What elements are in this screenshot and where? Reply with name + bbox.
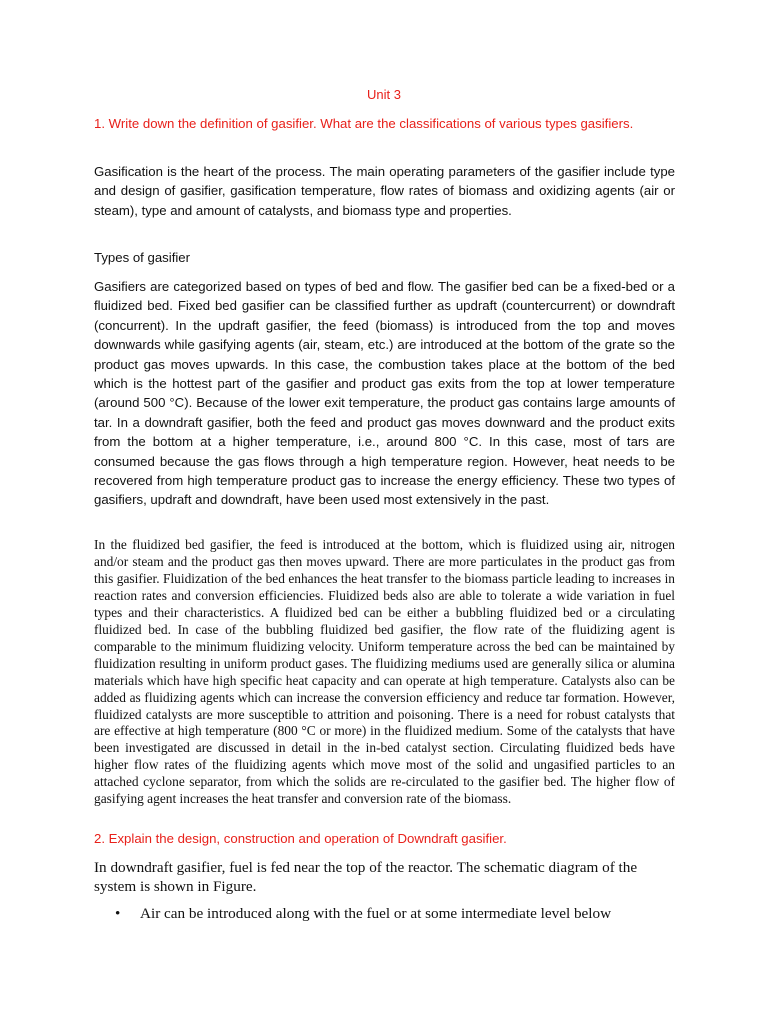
types-paragraph: Gasifiers are categorized based on types of bed and flow. The gasifier bed can be a fixed-bed or a fluidized bed. Fixed bed gasifier can be classified further as updraft (countercurrent) or downdraft (concurrent). In the updraft gasifier, the feed (biomass) is introduced from the top and moves downwards while gasifying agents (air, steam, etc.) are introduced at the bottom of the grate so the product gas moves upwards. In this case, the combustion takes place at the bottom of the bed which is the hottest part of the gasifier and product gas exits from the top at lower temperature (around 500 °C). Because of the lower exit temperature, the product gas contains large amounts of tar. In a downdraft gasifier, both the feed and product gas moves downward and the product exits from the bottom at a higher temperature, i.e., around 800 °C. In this case, most of tars are consumed because the gas flows through a high temperature region. However, heat needs to be recovered from high temperature product gas to increase the energy efficiency. These two types of gasifiers, updraft and downdraft, have been used most extensively in the past. <box>94 279 675 508</box>
bullet-text: Air can be introduced along with the fuel or at some intermediate level below <box>140 905 612 922</box>
unit-title: Unit 3 <box>367 87 401 102</box>
bullet-symbol: • <box>115 905 121 922</box>
downdraft-paragraph: In downdraft gasifier, fuel is fed near the top of the reactor. The schematic diagram of the system is shown in Figure. <box>94 859 638 895</box>
intro-paragraph: Gasification is the heart of the process. The main operating parameters of the gasifier include type and design of gasifier, gasification temperature, flow rates of biomass and oxidizing agents (air or steam), type and amount of catalysts, and biomass type and properties. <box>94 164 675 218</box>
question-1-heading: 1. Write down the definition of gasifier. What are the classifications of various types gasifiers. <box>94 116 634 131</box>
types-heading: Types of gasifier <box>94 250 191 265</box>
question-2-heading: 2. Explain the design, construction and operation of Downdraft gasifier. <box>94 831 507 846</box>
fluidized-bed-paragraph: In the fluidized bed gasifier, the feed is introduced at the bottom, which is fluidized using air, nitrogen and/or steam and the product gas then moves upward. There are more particulates in the product gas from this gasifier. Fluidization of the bed enhances the heat transfer to the biomass particle leading to increases in reaction rates and conversion efficiencies. Fluidized beds also are able to tolerate a wide variation in fuel types and their characteristics. A fluidized bed can be either a bubbling fluidized bed or a circulating fluidized bed. In case of the bubbling fluidized bed gasifier, the flow rate of the fluidizing agent is comparable to the minimum fluidizing velocity. Uniform temperature across the bed can be maintained by fluidization resulting in uniform product gases. The fluidizing mediums used are generally silica or alumina materials which have high specific heat capacity and can operate at high temperature. Catalysts also can be added as fluidizing agents which can increase the conversion efficiency and reduce tar formation. However, fluidized catalysts are more susceptible to attrition and poisoning. There is a need for robust catalysts that are effective at high temperature (800 °C or more) in the fluidized medium. Some of the catalysts that have been investigated are discussed in detail in the in-bed catalyst section. Circulating fluidized beds have higher flow rates of the fluidizing agents which move most of the solid and ungasified particles to an attached cyclone separator, from which the solids are re-circulated to the gasifier bed. The higher flow of gasifying agent increases the heat transfer and conversion rate of the biomass. <box>94 537 675 807</box>
